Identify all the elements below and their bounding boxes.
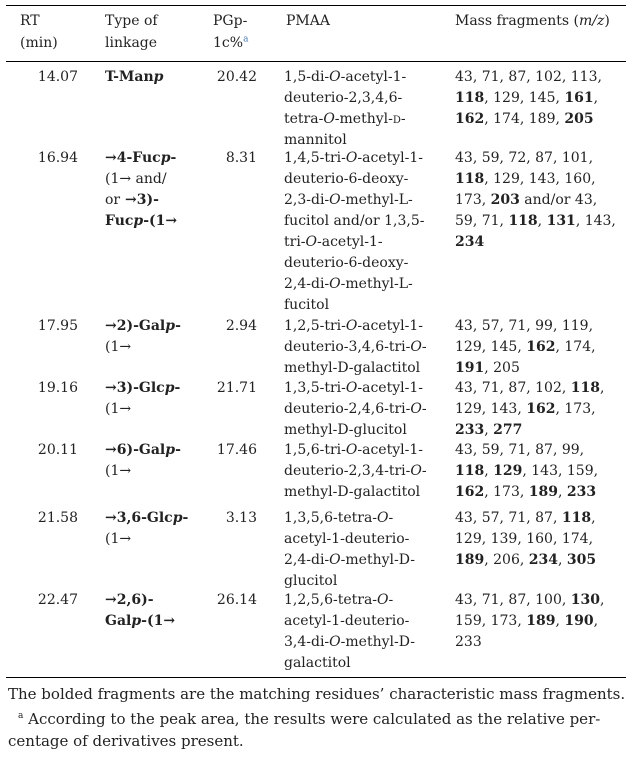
cell-linkage: →3,6-Glcp- (1→ [105, 510, 189, 547]
cell-pgp-percent: 3.13 [225, 510, 257, 526]
cell-pgp-percent: 8.31 [225, 150, 257, 166]
header-mass [455, 10, 610, 32]
cell-rt: 21.58 [37, 510, 78, 526]
cell-linkage: T-Manp [105, 69, 164, 85]
cell-linkage: →2,6)- Galp-(1→ [105, 592, 176, 629]
cell-mass-fragments: 43, 57, 71, 99, 119, 129, 145, 162, 174, 191, 205 [455, 318, 596, 376]
header-rt [20, 10, 80, 54]
cell-pmaa: 1,2,5-tri-O-acetyl-1- deuterio-3,4,6-tri-O- methyl-D-galactitol [284, 318, 427, 376]
header-linkage-line2: linkage [105, 35, 158, 51]
bottom-rule [6, 677, 626, 678]
footnote-a-line1: According to the peak area, the results were calculated as the relative per- [28, 710, 601, 728]
cell-rt: 14.07 [37, 69, 78, 85]
cell-pgp-percent: 20.42 [216, 69, 257, 85]
cell-pgp-percent: 21.71 [216, 380, 257, 396]
header-rt-line1: RT [20, 13, 40, 29]
header-pmaa: PMAA [286, 13, 330, 29]
cell-rt: 19.16 [37, 380, 78, 396]
cell-rt: 22.47 [37, 592, 78, 608]
header-rt-line2: (min) [20, 35, 58, 51]
header-pgp-line1: PGp- [213, 13, 248, 29]
cell-pmaa: 1,3,5,6-tetra-O- acetyl-1-deuterio- 2,4-di-O-methyl-D- glucitol [284, 510, 415, 589]
cell-pmaa: 1,3,5-tri-O-acetyl-1- deuterio-2,4,6-tri-O- methyl-D-glucitol [284, 380, 427, 438]
cell-pgp-percent: 26.14 [216, 592, 257, 608]
cell-pgp-percent: 17.46 [216, 442, 257, 458]
cell-linkage: →6)-Galp- (1→ [105, 442, 181, 479]
footnote-bold: The bolded fragments are the matching residues’ characteristic mass fragments. [8, 685, 626, 703]
cell-linkage: →4-Fucp- (1→ and/ or →3)- Fucp-(1→ [105, 150, 178, 229]
header-pgp-footnote-mark: a [243, 34, 249, 45]
cell-mass-fragments: 43, 71, 87, 102, 113, 118, 129, 145, 161, 162, 174, 189, 205 [455, 69, 602, 127]
cell-mass-fragments: 43, 71, 87, 102, 118, 129, 143, 162, 173, 233, 277 [455, 380, 605, 438]
cell-mass-fragments: 43, 57, 71, 87, 118, 129, 139, 160, 174, 189, 206, 234, 305 [455, 510, 597, 568]
header-pgp-line2 [213, 32, 248, 54]
cell-rt: 20.11 [37, 442, 78, 458]
cell-pmaa: 1,5,6-tri-O-acetyl-1- deuterio-2,3,4-tri-O- methyl-D-galactitol [284, 442, 427, 500]
cell-pmaa: 1,5-di-O-acetyl-1- deuterio-2,3,4,6- tetra-O-methyl-d- mannitol [284, 69, 407, 148]
cell-pgp-percent: 2.94 [225, 318, 257, 334]
cell-mass-fragments: 43, 71, 87, 100, 130, 159, 173, 189, 190, 233 [455, 592, 605, 650]
top-rule [6, 5, 626, 6]
cell-rt: 16.94 [37, 150, 78, 166]
header-linkage [105, 10, 158, 54]
cell-mass-fragments: 43, 59, 72, 87, 101, 118, 129, 143, 160, 173, 203 and/or 43, 59, 71, 118, 131, 143, 234 [455, 150, 616, 250]
header-pgp-text: 1c% [213, 35, 244, 51]
footnote-a-mark: a [18, 711, 24, 721]
header-rule [6, 61, 626, 62]
header-mass-unit: m/z [578, 13, 605, 29]
cell-rt: 17.95 [37, 318, 78, 334]
header-mass-suffix: ) [604, 13, 610, 29]
header-linkage-line1: Type of [105, 13, 158, 29]
header-pgp [213, 10, 248, 54]
footnote-a-continued: centage of derivatives present. [8, 732, 244, 750]
cell-pmaa: 1,2,5,6-tetra-O- acetyl-1-deuterio- 3,4-di-O-methyl-D- galactitol [284, 592, 415, 671]
header-mass-prefix: Mass fragments ( [455, 13, 579, 29]
cell-linkage: →2)-Galp- (1→ [105, 318, 181, 355]
cell-pmaa: 1,4,5-tri-O-acetyl-1- deuterio-6-deoxy- 2,3-di-O-methyl-L- fucitol and/or 1,3,5- tri-O-acetyl-1- deuterio-6-deoxy- 2,4-di-O-methyl-L- fucitol [284, 150, 425, 313]
cell-mass-fragments: 43, 59, 71, 87, 99, 118, 129, 143, 159, 162, 173, 189, 233 [455, 442, 599, 500]
cell-linkage: →3)-Glcp- (1→ [105, 380, 181, 417]
footnote-a [8, 708, 634, 730]
